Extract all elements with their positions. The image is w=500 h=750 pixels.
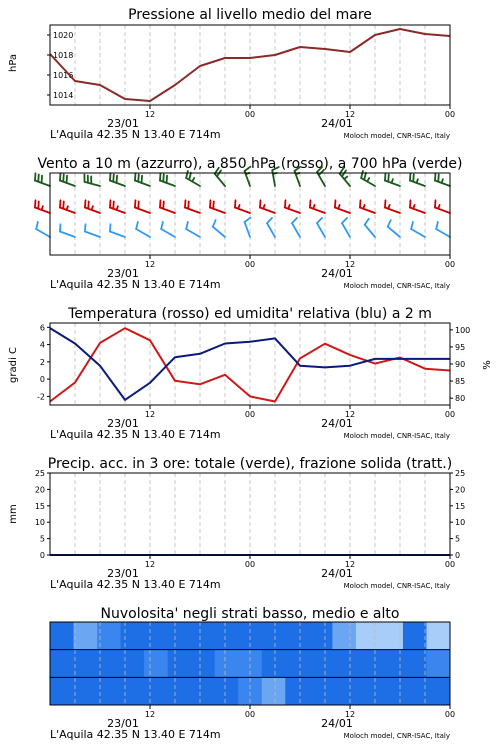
barb-shaft: [185, 208, 200, 213]
cloud-cell: [121, 677, 145, 705]
barb-flag: [60, 173, 61, 180]
barb-flag: [167, 176, 168, 183]
barb-flag: [385, 173, 386, 180]
barb-flag: [161, 222, 163, 229]
cloud-cell: [121, 622, 145, 650]
wind-barb: [245, 218, 251, 237]
precip-date-2: 24/01: [321, 567, 353, 580]
wind-barb: [60, 173, 75, 186]
barb-flag: [113, 201, 114, 208]
barb-shaft: [161, 229, 175, 237]
barb-shaft: [186, 229, 200, 237]
wind-barb: [285, 200, 300, 213]
temp-title: Temperatura (rosso) ed umidita' relativa (blu) a 2 m: [68, 306, 432, 322]
x-tick-label: 12: [144, 710, 156, 719]
barb-shaft: [388, 227, 400, 237]
plot-frame: [50, 25, 450, 105]
x-tick-label: 12: [344, 260, 356, 269]
cloud-cell: [191, 677, 215, 705]
wind-barb: [185, 200, 200, 213]
x-tick-label: 12: [344, 110, 356, 119]
y-tick-label: 0: [39, 375, 45, 385]
y-tick-label: 10: [34, 518, 45, 528]
wind-barb: [110, 173, 125, 186]
barb-shaft: [245, 222, 250, 237]
wind-barb: [135, 200, 150, 213]
barb-shaft: [110, 232, 125, 237]
wind-barb: [410, 200, 425, 213]
barb-shaft: [365, 225, 375, 237]
wind-barb: [260, 200, 275, 213]
temp-plot: [37, 323, 470, 419]
precip-date-1: 23/01: [107, 567, 139, 580]
cloud-cell: [50, 622, 74, 650]
precip-credit: Moloch model, CNR-ISAC, Italy: [343, 582, 450, 590]
barb-flag: [85, 200, 86, 207]
y2-tick-label: 80: [455, 394, 466, 404]
barb-flag: [110, 173, 111, 180]
barb-flag: [213, 220, 216, 227]
cloud-cell: [356, 677, 380, 705]
barb-flag: [160, 173, 161, 180]
barb-half-flag: [392, 179, 393, 183]
barb-flag: [438, 174, 439, 181]
barb-half-flag: [42, 206, 43, 210]
y2-tick-label: 95: [455, 342, 466, 352]
barb-flag: [135, 200, 136, 207]
barb-half-flag: [67, 206, 68, 210]
wind-barb: [84, 175, 100, 186]
cloud-cell: [403, 650, 427, 678]
y2-tick-label: 25: [455, 469, 466, 478]
cloud-cell: [50, 677, 74, 705]
y2-tick-label: 90: [455, 360, 466, 369]
barb-half-flag: [442, 179, 443, 183]
barb-flag: [35, 200, 36, 207]
barb-half-flag: [192, 178, 194, 181]
cloud-cell: [144, 677, 168, 705]
cloud-cell: [285, 622, 309, 650]
cloud-cell: [121, 650, 145, 678]
barb-shaft: [285, 208, 300, 213]
x-tick-label: 00: [244, 260, 256, 269]
barb-flag: [63, 201, 64, 208]
wind-barb: [36, 222, 50, 237]
cloud-cell: [215, 622, 239, 650]
cloud-cell: [191, 650, 215, 678]
barb-flag: [38, 201, 39, 208]
barb-shaft: [136, 229, 150, 237]
y-tick-label: 1014: [53, 91, 74, 100]
x-tick-label: 00: [444, 560, 456, 569]
wind-date-2: 24/01: [321, 267, 353, 280]
wind-barb: [342, 218, 350, 237]
y-tick-label: 5: [39, 534, 45, 544]
x-tick-label: 12: [144, 110, 156, 119]
x-tick-label: 00: [444, 110, 456, 119]
barb-flag: [435, 173, 436, 180]
cloud-cell: [50, 650, 74, 678]
wind-barb: [161, 222, 175, 237]
barb-shaft: [342, 223, 350, 237]
barb-flag: [110, 224, 111, 231]
x-tick-label: 12: [344, 410, 356, 419]
barb-flag: [185, 200, 186, 207]
wind-barb: [35, 200, 50, 213]
cloud-cell: [332, 622, 356, 650]
barb-flag: [163, 201, 164, 208]
cloud-location: L'Aquila 42.35 N 13.40 E 714m: [50, 728, 221, 741]
x-tick-label: 12: [144, 410, 156, 419]
cloud-cell: [262, 677, 286, 705]
barb-flag: [163, 174, 164, 181]
barb-flag: [135, 173, 136, 180]
cloud-cell: [285, 677, 309, 705]
cloud-cell: [74, 622, 98, 650]
x-tick-label: 12: [144, 260, 156, 269]
x-tick-label: 12: [144, 560, 156, 569]
wind-barb: [186, 222, 200, 237]
wind-barb: [310, 200, 325, 213]
barb-flag: [188, 201, 189, 208]
cloud-cell: [144, 622, 168, 650]
y-tick-label: 1018: [53, 51, 74, 60]
pressure-location: L'Aquila 42.35 N 13.40 E 714m: [50, 128, 221, 141]
barb-half-flag: [417, 179, 418, 183]
barb-half-flag: [238, 205, 239, 209]
temp-credit: Moloch model, CNR-ISAC, Italy: [343, 432, 450, 440]
pressure-plot: [47, 25, 455, 119]
wind-barb: [385, 200, 400, 213]
precip-title: Precip. acc. in 3 ore: totale (verde), frazione solida (tratt.): [47, 456, 453, 472]
cloud-cell: [168, 622, 192, 650]
wind-location: L'Aquila 42.35 N 13.40 E 714m: [50, 278, 221, 291]
x-tick-label: 00: [444, 410, 456, 419]
wind-title: Vento a 10 m (azzurro), a 850 hPa (rosso), a 700 hPa (verde): [37, 156, 463, 172]
barb-half-flag: [367, 178, 369, 181]
wind-barb: [160, 200, 175, 213]
cloud-cell: [97, 650, 121, 678]
cloud-cell: [356, 622, 380, 650]
barb-flag: [364, 173, 366, 180]
barb-shaft: [235, 208, 250, 213]
cloud-date-2: 24/01: [321, 717, 353, 730]
y-tick-label: 0: [39, 551, 45, 560]
wind-barb: [388, 220, 400, 237]
barb-flag: [245, 218, 251, 222]
barb-flag: [63, 174, 64, 181]
barb-flag: [160, 200, 161, 207]
temp-date-1: 23/01: [107, 417, 139, 430]
y-tick-label: 6: [39, 323, 45, 333]
x-tick-label: 12: [344, 710, 356, 719]
barb-shaft: [85, 182, 100, 186]
barb-flag: [410, 173, 411, 180]
wind-barb: [235, 200, 250, 213]
cloud-cell: [262, 650, 286, 678]
barb-flag: [189, 173, 191, 180]
cloud-cell: [144, 650, 168, 678]
cloud-credit: Moloch model, CNR-ISAC, Italy: [343, 732, 450, 740]
precip-location: L'Aquila 42.35 N 13.40 E 714m: [50, 578, 221, 591]
barb-shaft: [435, 208, 450, 213]
barb-flag: [435, 200, 436, 207]
cloud-cell: [332, 677, 356, 705]
x-tick-label: 00: [244, 110, 256, 119]
barb-flag: [365, 219, 369, 225]
y-tick-label: 2: [39, 357, 45, 367]
wind-barb: [85, 224, 100, 237]
barb-half-flag: [413, 205, 414, 209]
y-tick-label: -2: [37, 392, 45, 402]
pressure-ylabel: hPa: [8, 53, 19, 73]
plot-frame: [50, 323, 450, 405]
cloud-cell: [168, 650, 192, 678]
barb-flag: [85, 224, 86, 231]
wind-barb: [365, 219, 375, 237]
cloud-cell: [426, 677, 450, 705]
wind-barb: [292, 218, 300, 237]
cloud-cell: [97, 622, 121, 650]
y2-tick-label: 85: [455, 377, 466, 387]
x-tick-label: 00: [244, 410, 256, 419]
cloud-plot: [50, 622, 455, 719]
plot-frame: [50, 473, 450, 555]
barb-flag: [267, 218, 272, 223]
barb-flag: [260, 200, 261, 207]
barb-half-flag: [363, 205, 364, 209]
barb-shaft: [360, 208, 375, 213]
temp-date-2: 24/01: [321, 417, 353, 430]
barb-flag: [342, 218, 347, 223]
y-tick-label: 15: [34, 501, 45, 511]
barb-flag: [138, 201, 139, 208]
cloud-cell: [356, 650, 380, 678]
wind-barb: [360, 200, 375, 213]
precip-ylabel: mm: [8, 504, 19, 524]
barb-flag: [60, 200, 61, 207]
cloud-cell: [97, 677, 121, 705]
barb-shaft: [317, 223, 325, 237]
y2-tick-label: 0: [455, 551, 461, 560]
barb-flag: [36, 222, 38, 229]
barb-flag: [335, 200, 336, 207]
cloud-cell: [74, 650, 98, 678]
cloud-cell: [332, 650, 356, 678]
barb-shaft: [267, 223, 275, 237]
barb-flag: [235, 200, 236, 207]
humidity-ylabel: %: [482, 360, 493, 370]
barb-shaft: [385, 208, 400, 213]
wind-barb: [85, 200, 100, 213]
cloud-cell: [403, 677, 427, 705]
wind-barb: [435, 200, 450, 213]
barb-flag: [388, 174, 389, 181]
barb-flag: [35, 173, 36, 180]
y-tick-label: 1016: [53, 71, 74, 80]
wind-barb: [60, 224, 75, 237]
barb-flag: [317, 218, 322, 223]
y2-tick-label: 100: [455, 325, 471, 335]
x-tick-label: 00: [244, 560, 256, 569]
barb-flag: [136, 222, 138, 229]
barb-shaft: [160, 208, 175, 213]
barb-shaft: [411, 229, 425, 237]
x-tick-label: 12: [344, 560, 356, 569]
barb-shaft: [317, 172, 325, 186]
pressure-date-2: 24/01: [321, 117, 353, 130]
barb-flag: [110, 200, 111, 207]
wind-barb: [317, 218, 325, 237]
cloud-cell: [426, 650, 450, 678]
barb-shaft: [410, 208, 425, 213]
barb-flag: [388, 220, 391, 227]
barb-flag: [310, 200, 311, 207]
y-tick-label: 1020: [53, 31, 74, 40]
y2-tick-label: 20: [455, 485, 466, 495]
barb-flag: [210, 200, 211, 207]
barb-half-flag: [338, 205, 339, 209]
wind-barb: [411, 222, 425, 237]
wind-barb: [35, 173, 50, 186]
barb-shaft: [340, 174, 350, 186]
y-tick-label: 25: [34, 469, 45, 478]
barb-shaft: [60, 232, 75, 237]
wind-barb: [385, 173, 400, 186]
cloud-cell: [309, 622, 333, 650]
barb-half-flag: [344, 177, 347, 180]
barb-flag: [411, 222, 413, 229]
barb-flag: [436, 222, 438, 229]
y2-tick-label: 15: [455, 501, 466, 511]
wind-barb: [210, 200, 225, 213]
cloud-cell: [168, 677, 192, 705]
barb-flag: [38, 174, 39, 181]
barb-flag: [186, 222, 188, 229]
cloud-cell: [215, 677, 239, 705]
barb-shaft: [436, 229, 450, 237]
barb-flag: [413, 174, 414, 181]
wind-barb: [160, 173, 175, 186]
barb-half-flag: [92, 206, 93, 210]
barb-shaft: [215, 174, 225, 186]
barb-shaft: [335, 208, 350, 213]
wind-barb: [110, 200, 125, 213]
cloud-cell: [262, 622, 286, 650]
wind-plot: [35, 167, 455, 269]
barb-flag: [113, 174, 114, 181]
wind-barb: [435, 173, 450, 186]
y2-tick-label: 10: [455, 518, 466, 528]
barb-half-flag: [438, 205, 439, 209]
precip-plot: [35, 469, 465, 569]
cloud-title: Nuvolosita' negli strati basso, medio e alto: [100, 606, 400, 622]
wind-barb: [335, 200, 350, 213]
wind-barb: [135, 173, 150, 186]
x-tick-label: 00: [444, 710, 456, 719]
barb-flag: [42, 176, 43, 183]
barb-shaft: [260, 208, 275, 213]
cloud-cell: [285, 650, 309, 678]
cloud-date-1: 23/01: [107, 717, 139, 730]
barb-shaft: [210, 208, 225, 213]
barb-flag: [292, 218, 297, 223]
wind-barb: [436, 222, 450, 237]
wind-barb: [110, 224, 125, 237]
barb-flag: [88, 201, 89, 208]
barb-flag: [67, 176, 68, 183]
barb-half-flag: [288, 205, 289, 209]
cloud-cell: [74, 677, 98, 705]
cloud-cell: [215, 650, 239, 678]
wind-barb: [410, 173, 425, 186]
cloud-cell: [191, 622, 215, 650]
barb-flag: [138, 174, 139, 181]
barb-flag: [60, 224, 61, 231]
wind-barb: [136, 222, 150, 237]
barb-half-flag: [117, 206, 118, 210]
wind-barb: [267, 218, 275, 237]
barb-flag: [360, 200, 361, 207]
barb-flag: [142, 176, 143, 183]
cloud-cell: [426, 622, 450, 650]
barb-half-flag: [313, 205, 314, 209]
wind-date-1: 23/01: [107, 267, 139, 280]
barb-flag: [213, 201, 214, 208]
barb-shaft: [213, 227, 225, 237]
y-tick-label: 20: [34, 485, 45, 495]
pressure-title: Pressione al livello medio del mare: [128, 7, 372, 23]
barb-shaft: [310, 208, 325, 213]
cloud-cell: [309, 650, 333, 678]
wind-credit: Moloch model, CNR-ISAC, Italy: [343, 282, 450, 290]
cloud-cell: [403, 622, 427, 650]
barb-flag: [385, 200, 386, 207]
pressure-credit: Moloch model, CNR-ISAC, Italy: [343, 132, 450, 140]
barb-flag: [285, 200, 286, 207]
x-tick-label: 00: [444, 260, 456, 269]
temp-location: L'Aquila 42.35 N 13.40 E 714m: [50, 428, 221, 441]
pressure-date-1: 23/01: [107, 117, 139, 130]
barb-shaft: [85, 232, 100, 237]
barb-flag: [117, 176, 118, 183]
x-tick-label: 00: [244, 710, 256, 719]
wind-barb: [60, 200, 75, 213]
y-tick-label: 4: [39, 340, 45, 350]
barb-half-flag: [388, 205, 389, 209]
barb-half-flag: [263, 205, 264, 209]
barb-shaft: [36, 229, 50, 237]
y2-tick-label: 5: [455, 534, 461, 544]
wind-barb: [213, 220, 225, 237]
barb-shaft: [135, 208, 150, 213]
temp-ylabel: gradi C: [8, 347, 19, 383]
barb-shaft: [292, 223, 300, 237]
cloud-cell: [309, 677, 333, 705]
barb-flag: [410, 200, 411, 207]
